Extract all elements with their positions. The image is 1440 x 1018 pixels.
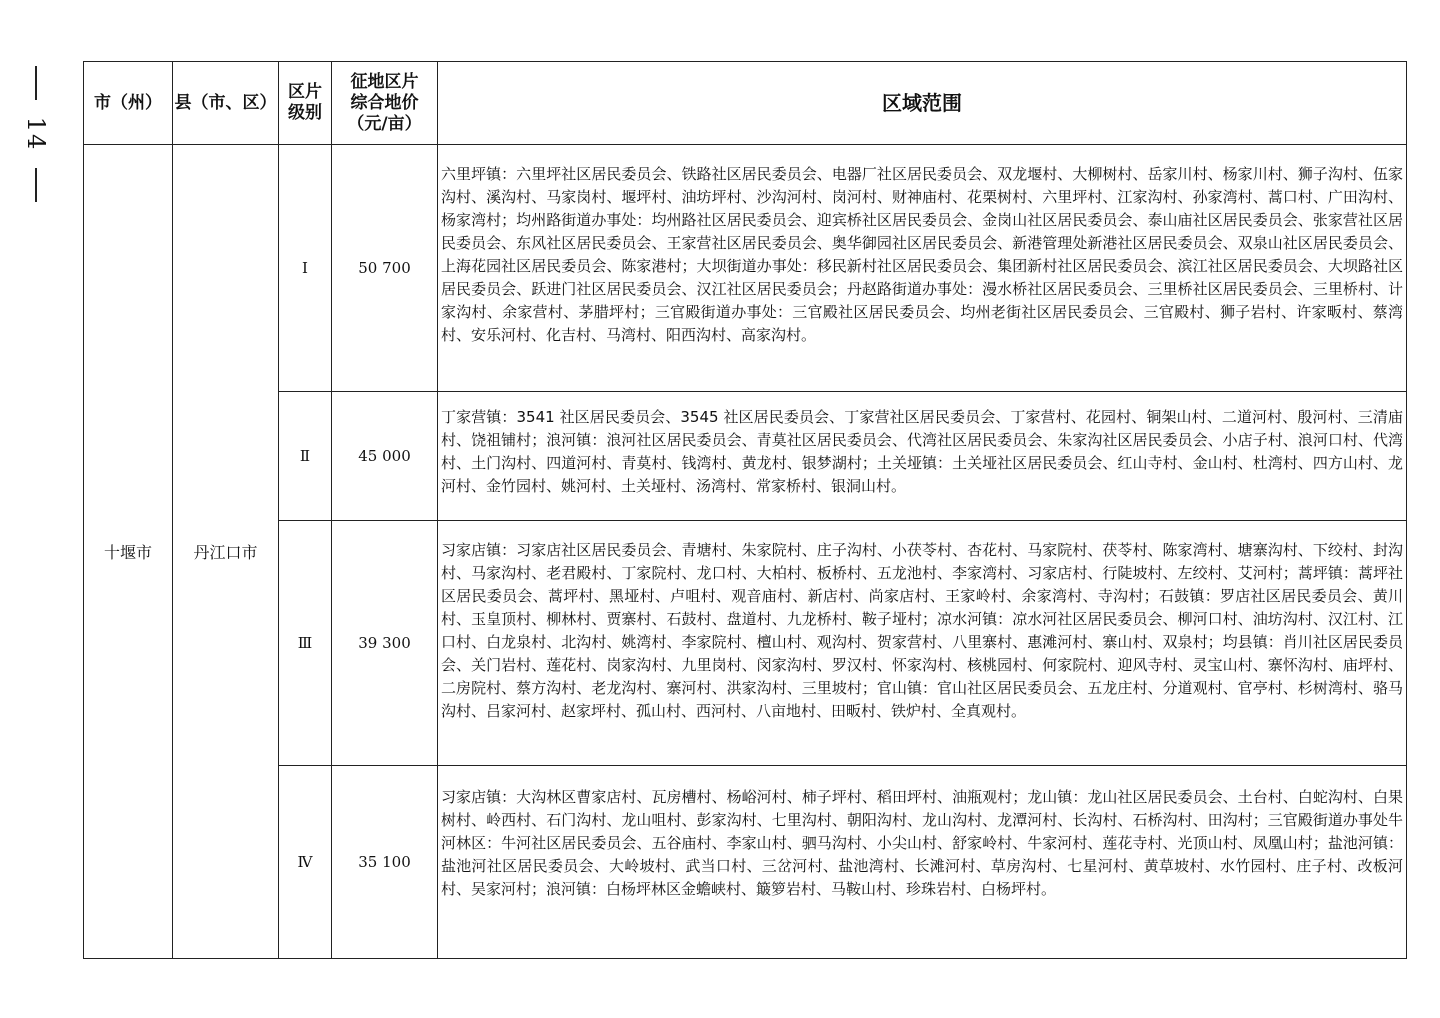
header-region: 区域范围	[438, 62, 1407, 145]
table-row	[84, 521, 1407, 766]
land-price-table	[83, 61, 1407, 959]
city-cell: 十堰市	[84, 145, 173, 959]
region-cell	[438, 145, 1407, 392]
region-text: 习家店镇：习家店社区居民委员会、青塘村、朱家院村、庄子沟村、小茯苓村、杏花村、马家院村、茯苓村、陈家湾村、塘寨沟村、下绞村、封沟村、马家沟村、老君殿村、丁家院村、龙口村、大柏村、板桥村、五龙池村、李家湾村、习家店村、行陡坡村、左绞村、艾河村；蒿坪镇：蒿坪社区居民委员会、蒿坪村、黑垭村、卢咀村、观音庙村、新店村、尚家店村、王家岭村、余家湾村、寺沟村；石鼓镇：罗店社区居民委员会、黄川村、玉皇顶村、柳林村、贾寨村、石鼓村、盘道村、九龙桥村、鞍子垭村；凉水河镇：凉水河社区居民委员会、柳河口村、油坊沟村、汉江村、江口村、白龙泉村、北沟村、姚湾村、李家院村、檀山村、观沟村、贺家营村、八里寨村、惠滩河村、寨山村、双泉村；均县镇：肖川社区居民委员会、关门岩村、莲花村、岗家沟村、九里岗村、闵家沟村、罗汉村、怀家沟村、核桃园村、何家院村、迎风寺村、灵宝山村、寨怀沟村、庙坪村、二房院村、蔡方沟村、老龙沟村、寨河村、洪家沟村、三里坡村；官山镇：官山社区居民委员会、五龙庄村、分道观村、官亭村、杉树湾村、骆马沟村、吕家河村、赵家坪村、孤山村、西河村、八亩地村、田畈村、铁炉村、全真观村。	[441, 541, 1403, 720]
header-price: 征地区片 综合地价 （元/亩）	[332, 62, 438, 145]
grade-cell: Ⅰ	[279, 145, 332, 392]
header-grade: 区片 级别	[279, 62, 332, 145]
region-text: 习家店镇：大沟林区曹家店村、瓦房槽村、杨峪河村、柿子坪村、稻田坪村、油瓶观村；龙山镇：龙山社区居民委员会、土台村、白蛇沟村、白果树村、岭西村、石门沟村、龙山咀村、彭家沟村、七里沟村、朝阳沟村、龙山沟村、龙潭河村、长沟村、石桥沟村、田沟村；三官殿街道办事处牛河林区：牛河社区居民委员会、五谷庙村、李家山村、驷马沟村、小尖山村、舒家岭村、牛家河村、莲花寺村、光顶山村、凤凰山村；盐池河镇：盐池河社区居民委员会、大岭坡村、武当口村、三岔河村、盐池湾村、长滩河村、草房沟村、七星河村、黄草坡村、水竹园村、庄子村、改板河村、吴家河村；浪河镇：白杨坪林区金蟾峡村、簸箩岩村、马鞍山村、珍珠岩村、白杨坪村。	[441, 788, 1403, 898]
grade-cell: Ⅲ	[279, 521, 332, 766]
page-dash-bottom	[35, 168, 37, 202]
grade-cell: Ⅱ	[279, 392, 332, 521]
grade-cell: Ⅳ	[279, 766, 332, 959]
region-cell	[438, 766, 1407, 959]
table-row	[84, 145, 1407, 392]
region-text: 六里坪镇：六里坪社区居民委员会、铁路社区居民委员会、电器厂社区居民委员会、双龙堰村、大柳树村、岳家川村、杨家川村、狮子沟村、伍家沟村、溪沟村、马家岗村、堰坪村、油坊坪村、沙沟河村、岗河村、财神庙村、花栗树村、六里坪村、江家沟村、孙家湾村、蒿口村、广田沟村、杨家湾村；均州路街道办事处：均州路社区居民委员会、迎宾桥社区居民委员会、金岗山社区居民委员会、泰山庙社区居民委员会、张家营社区居民委员会、东风社区居民委员会、王家营社区居民委员会、奥华御园社区居民委员会、新港管理处新港社区居民委员会、双泉山社区居民委员会、上海花园社区居民委员会、陈家港村；大坝街道办事处：移民新村社区居民委员会、集团新村社区居民委员会、滨江社区居民委员会、大坝路社区居民委员会、跃进门社区居民委员会、汉江社区居民委员会；丹赵路街道办事处：漫水桥社区居民委员会、三里桥社区居民委员会、三里桥村、计家沟村、余家营村、茅腊坪村；三官殿街道办事处：三官殿社区居民委员会、均州老街社区居民委员会、三官殿村、狮子岩村、许家畈村、蔡湾村、安乐河村、化吉村、马湾村、阳西沟村、高家沟村。	[441, 165, 1403, 344]
page-number-marker	[16, 66, 56, 202]
region-cell	[438, 521, 1407, 766]
header-county: 县（市、区）	[173, 62, 279, 145]
page-number: 14	[22, 116, 50, 152]
price-cell: 50 700	[332, 145, 438, 392]
price-cell: 35 100	[332, 766, 438, 959]
table-header-row	[84, 62, 1407, 145]
region-cell	[438, 392, 1407, 521]
page-dash-top	[35, 66, 37, 100]
price-cell: 39 300	[332, 521, 438, 766]
header-city: 市（州）	[84, 62, 173, 145]
price-cell: 45 000	[332, 392, 438, 521]
region-text: 丁家营镇：3541 社区居民委员会、3545 社区居民委员会、丁家营社区居民委员会、丁家营村、花园村、铜架山村、二道河村、殷河村、三清庙村、饶祖铺村；浪河镇：浪河社区居民委员会、青莫社区居民委员会、代湾社区居民委员会、朱家沟社区居民委员会、小店子村、浪河口村、代湾村、土门沟村、四道河村、青莫村、钱湾村、黄龙村、银梦湖村；土关垭镇：土关垭社区居民委员会、红山寺村、金山村、杜湾村、四方山村、龙河村、金竹园村、姚河村、土关垭村、汤湾村、常家桥村、银洞山村。	[441, 408, 1403, 495]
table-row	[84, 392, 1407, 521]
table-row	[84, 766, 1407, 959]
county-cell: 丹江口市	[173, 145, 279, 959]
